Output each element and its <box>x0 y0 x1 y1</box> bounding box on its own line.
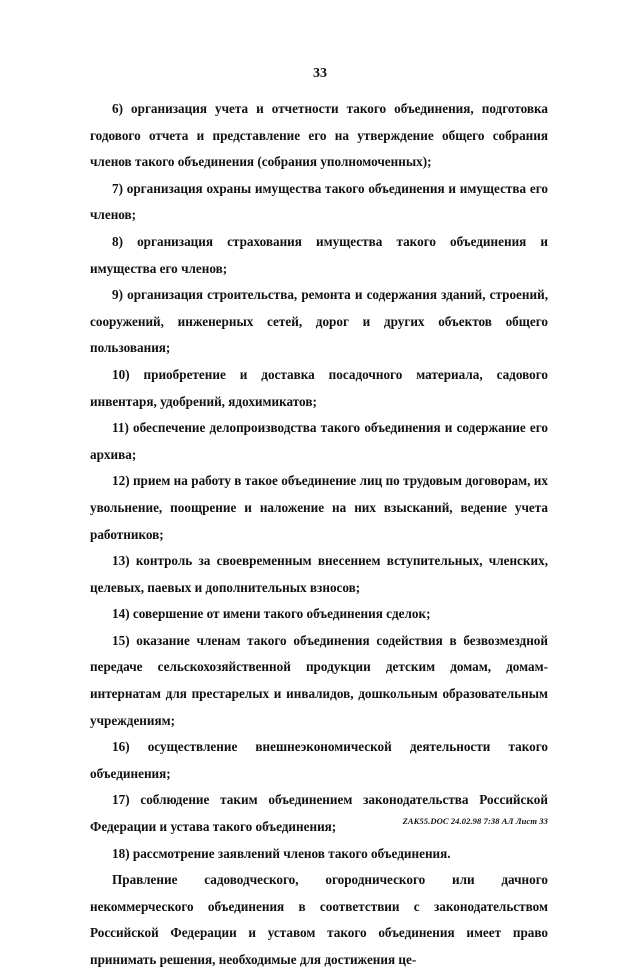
page-number: 33 <box>313 66 327 81</box>
paragraph-item-6: 6) организация учета и отчетности такого объединения, подготовка годового отчета и представление его на утверждение общего собрания членов такого объединения (собрания уполномоченных); <box>90 101 548 170</box>
paragraph-item-11: 11) обеспечение делопроизводства такого объединения и содержание его архива; <box>90 420 548 462</box>
paragraph-item-12: 12) прием на работу в такое объединение лиц по трудовым договорам, их увольнение, поощрение и наложение на них взысканий, ведение учета работников; <box>90 473 548 542</box>
paragraph-board-rights: Правление садоводческого, огороднического или дачного некоммерческого объединения в соответствии с законодательством Российской Федерации и уставом такого объединения имеет право принимать решения, необходимые для достижения це- <box>90 872 548 967</box>
paragraph-item-17: 17) соблюдение таким объединением законодательства Российской Федерации и устава такого объединения; <box>90 792 548 835</box>
document-body <box>90 96 548 974</box>
paragraph-item-15: 15) оказание членам такого объединения содействия в безвозмездной передаче сельскохозяйственной продукции детским домам, домам-интернатам для престарелых и инвалидов, дошкольным образовательным учреждениям; <box>90 632 548 728</box>
paragraph-item-7: 7) организация охраны имущества такого объединения и имущества его членов; <box>90 180 548 223</box>
paragraph-item-9: 9) организация строительства, ремонта и содержания зданий, строений, сооружений, инженерных сетей, дорог и других объектов общего пользования; <box>90 287 548 356</box>
paragraph-item-14: 14) совершение от имени такого объединения сделок; <box>112 606 431 622</box>
paragraph-item-16: 16) осуществление внешнеэкономической деятельности такого объединения; <box>90 739 548 781</box>
paragraph-item-8: 8) организация страхования имущества такого объединения и имущества его членов; <box>90 233 548 276</box>
paragraph-item-18: 18) рассмотрение заявлений членов такого объединения. <box>112 845 451 861</box>
paragraph-item-13: 13) контроль за своевременным внесением вступительных, членских, целевых, паевых и дополнительных взносов; <box>90 553 548 595</box>
document-footer: ZAK55.DOC 24.02.98 7:38 АЛ Лист 33 <box>402 816 548 826</box>
paragraph-item-10: 10) приобретение и доставка посадочного материала, садового инвентаря, удобрений, ядохимикатов; <box>90 366 548 409</box>
